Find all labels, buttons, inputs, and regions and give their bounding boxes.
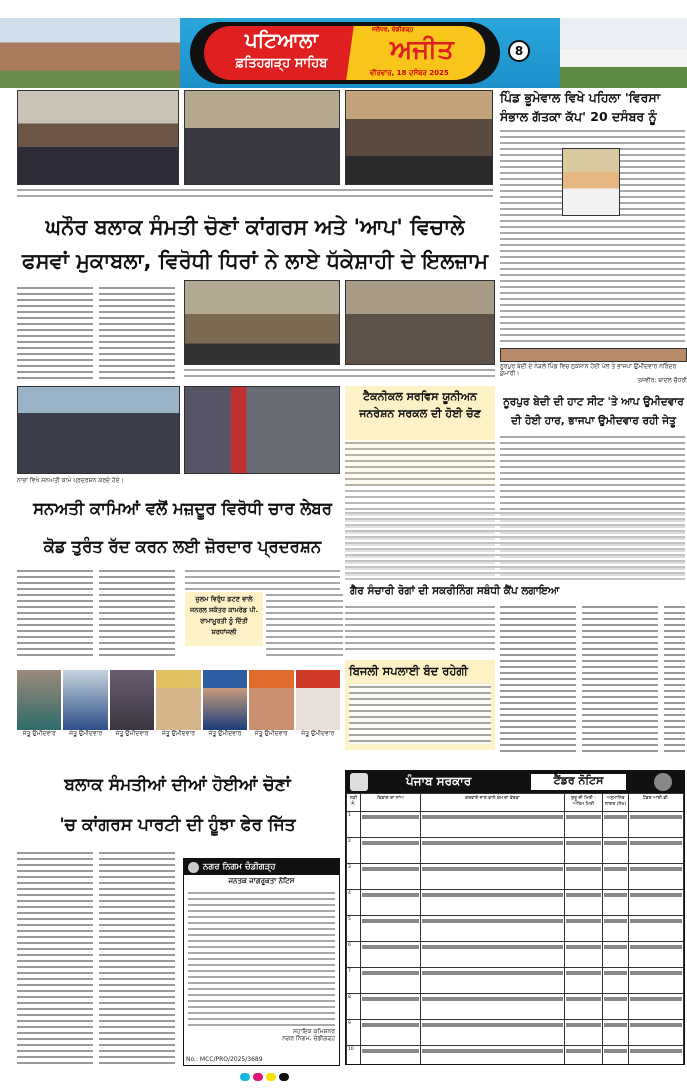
ghanaur-body [17, 285, 180, 380]
nurpur-caption-block [500, 363, 687, 384]
building-photo-right [560, 18, 687, 88]
protest-photo-caption: ਨਾਭਾ ਵਿਖੇ ਸਨਅਤੀ ਕਾਮੇ ਪ੍ਰਦਰਸ਼ਨ ਕਰਦੇ ਹੋਏ। [17, 477, 124, 484]
issue-date: ਵੀਰਵਾਰ, 18 ਦਸੰਬਰ 2025 [370, 69, 449, 77]
screening-body-top [345, 510, 685, 580]
virsa-portrait [562, 148, 620, 216]
protest-photo-1 [17, 386, 180, 474]
interview-caption [184, 367, 495, 379]
obituary-body [266, 592, 343, 660]
portrait: ਜੇਤੂ ਉਮੀਦਵਾਰ [17, 670, 61, 762]
notice-body [188, 890, 335, 1026]
portrait: ਜੇਤੂ ਉਮੀਦਵਾਰ [110, 670, 154, 762]
edition-name: ਪਟਿਆਲਾ [244, 28, 319, 52]
nurpur-photo [500, 348, 687, 362]
tender-table: ਲੜੀ ਨੰ. ਵਿਭਾਗ ਦਾ ਨਾਂਅ ਕਰਵਾਏ ਜਾਣ ਵਾਲੇ ਕੰਮ ਦਾ ਵੇਰਵਾ ਸ਼ੁਰੂ ਦੀ ਮਿਤੀ - ਅੰਤਿਮ ਮਿਤੀ ਅਨੁਮਾਨਿਤ ਲਾਗਤ (ਲੱਖ) ਟੈਂਡਰ ਆਈ.ਡੀ. 1 2 3 4 5 6 7 8 9 10 [346, 793, 684, 1065]
building-photo-left [0, 18, 180, 88]
technical-headline: ਟੈਕਨੀਕਲ ਸਰਵਿਸ ਯੂਨੀਅਨ ਜਨਰੇਸ਼ਨ ਸਰਕਲ ਦੀ ਹੋਈ ਚੋਣ [359, 390, 481, 420]
edition-subname: ਫ਼ਤਿਹਗੜ੍ਹ ਸਾਹਿਬ [235, 56, 328, 71]
portraits-row [17, 670, 340, 762]
notice-title: ਜਨਤਕ ਜਾਗਰੂਕਤਾ ਨੋਟਿਸ [228, 877, 295, 885]
rally-photo-3 [345, 90, 493, 185]
obituary-box: ਜ਼ੁਲਮ ਵਿਰੁੱਧ ਡਟਣ ਵਾਲੇ ਜਨਰਲ ਸਕੱਤਰ ਕਾਮਰੇਡ ਪੀ. ਰਾਮਾਮੂਰਤੀ ਨੂੰ ਦਿੱਤੀ ਸ਼ਰਧਾਂਜਲੀ [185, 592, 263, 646]
masthead-logo [190, 22, 500, 84]
virsa-headline: ਪਿੰਡ ਭੂਮੇਵਾਲ ਵਿਖੇ ਪਹਿਲਾ 'ਵਿਰਸਾ ਸੰਭਾਲ ਗੱਤਕਾ ਕੱਪ' 20 ਦਸੰਬਰ ਨੂੰ [500, 90, 661, 124]
tender-title: ਟੈਂਡਰ ਨੋਟਿਸ [531, 774, 626, 790]
portrait: ਜੇਤੂ ਉਮੀਦਵਾਰ [249, 670, 293, 762]
nurpur-photo-caption: ਨੂਰਪੁਰ ਬੇਦੀ ਦੇ ਨੇੜਲੇ ਪਿੰਡ ਵਿਚ ਨੁਕਸਾਨ ਹੋਈ ਪੋਲ ਤੇ ਭਾਜਪਾ ਉਮੀਦਵਾਰ ਨਰਿੰਦਰ ਕੁਮਾਰੀ। [500, 363, 677, 377]
table-row: 6 [347, 942, 684, 968]
table-row: 5 [347, 916, 684, 942]
paper-name: ਅਜੀਤ [390, 35, 454, 65]
table-row: 3 [347, 864, 684, 890]
screening-headline: ਗੈਰ ਸੰਚਾਰੀ ਰੋਗਾਂ ਦੀ ਸਕਰੀਨਿੰਗ ਸਬੰਧੀ ਕੈਂਪ ਲਗਾਇਆ [350, 582, 685, 600]
notice-ref: No.: MCC/PRO/2025/3689 [186, 1056, 263, 1063]
screening-body-left [345, 604, 495, 654]
seal-icon [654, 773, 672, 791]
portrait: ਜੇਤੂ ਉਮੀਦਵਾਰ [203, 670, 247, 762]
notice-sign1: ਸਹਾਇਕ ਕਮਿਸ਼ਨਰ [292, 1028, 335, 1035]
punjab-emblem-icon [350, 773, 368, 791]
emblem-icon [188, 862, 199, 873]
table-row: 1 [347, 812, 684, 838]
nurpur-headline: ਨੂਰਪੁਰ ਬੇਦੀ ਦੀ ਹਾਟ ਸੀਟ 'ਤੇ ਆਪ ਉਮੀਦਵਾਰ ਦੀ ਹੋਈ ਹਾਰ, ਭਾਜਪਾ ਉਮੀਦਵਾਰ ਰਹੀ ਜੇਤੂ [503, 396, 684, 427]
table-row: 2 [347, 838, 684, 864]
portrait: ਜੇਤੂ ਉਮੀਦਵਾਰ [63, 670, 107, 762]
workers-headline: ਸਨਅਤੀ ਕਾਮਿਆਂ ਵਲੋਂ ਮਜ਼ਦੂਰ ਵਿਰੋਧੀ ਚਾਰ ਲੇਬਰ ਕੋਡ ਤੁਰੰਤ ਰੱਦ ਕਰਨ ਲਈ ਜ਼ੋਰਦਾਰ ਪ੍ਰਦਰਸ਼ਨ [33, 499, 332, 556]
notice-org: ਨਗਰ ਨਿਗਮ ਚੰਡੀਗੜ੍ਹ [203, 862, 276, 872]
table-row: 9 [347, 1020, 684, 1046]
screening-body [500, 604, 685, 754]
public-notice [183, 858, 340, 1066]
interview-photo [184, 280, 340, 365]
interview-photo-2 [345, 280, 495, 365]
tender-govt: ਪੰਜਾਬ ਸਰਕਾਰ [406, 774, 472, 788]
portrait: ਜੇਤੂ ਉਮੀਦਵਾਰ [156, 670, 200, 762]
notice-sign2: ਨਗਰ ਨਿਗਮ, ਚੰਡੀਗੜ੍ਹ [282, 1035, 335, 1042]
protest-photo-2 [184, 386, 340, 474]
block-body [17, 850, 180, 1065]
rally-photo-1 [17, 90, 179, 185]
print-marks-strip [0, 0, 687, 10]
table-row: 7 [347, 968, 684, 994]
workers-body [17, 568, 180, 660]
color-registration-marks [240, 1073, 289, 1081]
workers-body-2 [185, 568, 340, 590]
table-row: 10 [347, 1046, 684, 1066]
portrait: ਜੇਤੂ ਉਮੀਦਵਾਰ [296, 670, 340, 762]
ghanaur-headline: ਘਨੌਰ ਬਲਾਕ ਸੰਮਤੀ ਚੋਣਾਂ ਕਾਂਗਰਸ ਅਤੇ 'ਆਪ' ਵਿਚਾਲੇ ਫਸਵਾਂ ਮੁਕਾਬਲਾ, ਵਿਰੋਧੀ ਧਿਰਾਂ ਨੇ ਲਾਏ ਧੱਕੇਸ਼ਾਹੀ ਦੇ ਇਲਜ਼ਾਮ [21, 215, 489, 273]
block-headline: ਬਲਾਕ ਸੰਮਤੀਆਂ ਦੀਆਂ ਹੋਈਆਂ ਚੋਣਾਂ 'ਚ ਕਾਂਗਰਸ ਪਾਰਟੀ ਦੀ ਹੂੰਝਾ ਫੇਰ ਜਿੱਤ [59, 775, 296, 835]
photo-caption [17, 187, 493, 201]
nurpur-photo-credit: ਤਸਵੀਰ: ਬਾਦਲ ਚੌਧਰੀ [637, 377, 687, 384]
cities-label: ਜਲੰਧਰ, ਚੰਡੀਗੜ੍ਹ [372, 26, 414, 33]
tender-notice [345, 770, 685, 1065]
page-number: 8 [508, 40, 530, 62]
rally-photo-2 [184, 90, 340, 185]
table-row: 8 [347, 994, 684, 1020]
table-row: 4 [347, 890, 684, 916]
bijli-box: ਬਿਜਲੀ ਸਪਲਾਈ ਬੰਦ ਰਹੇਗੀ [345, 660, 495, 750]
